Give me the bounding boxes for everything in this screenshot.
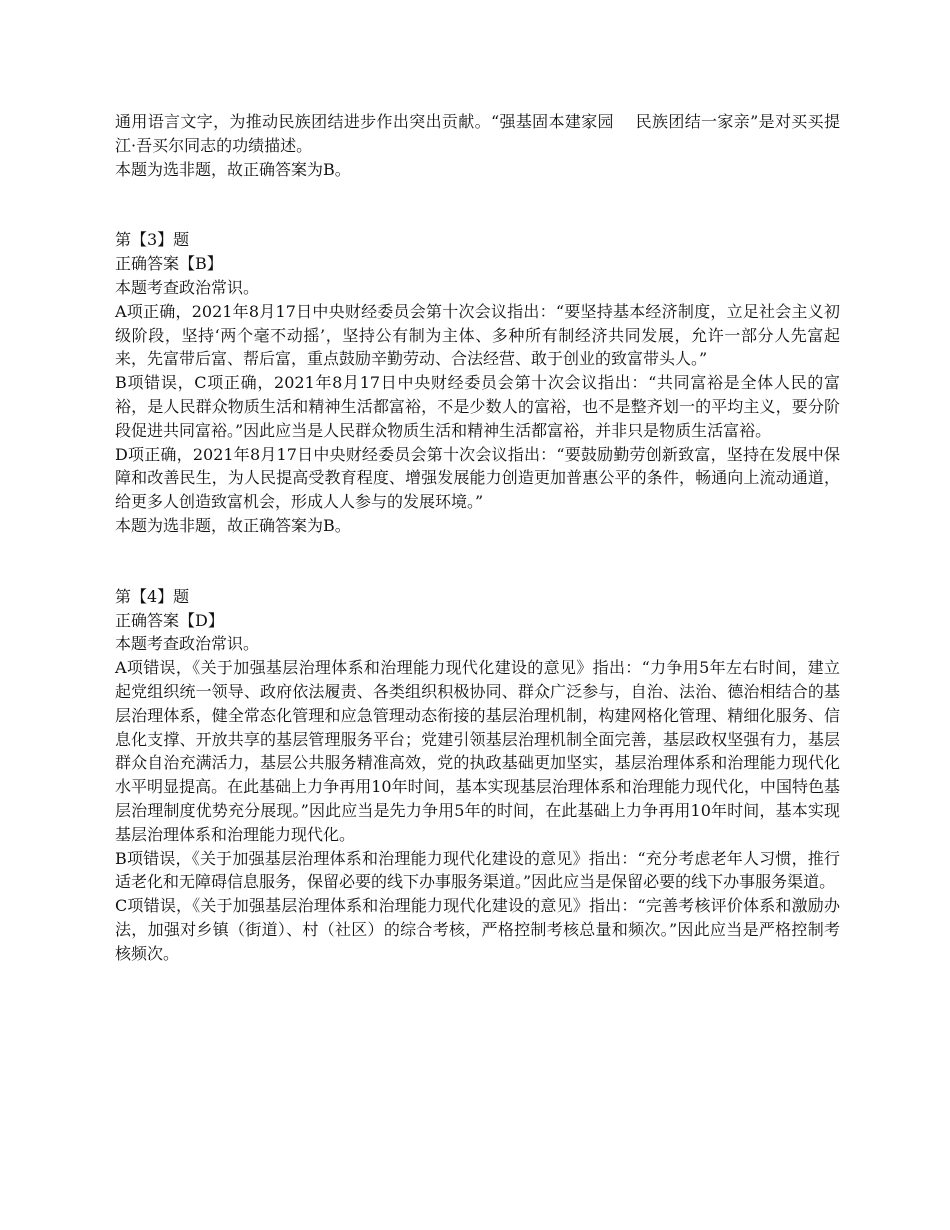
document-page — [115, 110, 840, 966]
question-3-option-d: D项正确，2021年8月17日中央财经委员会第十次会议指出：“要鼓励勤劳创新致富，坚持在发展中保障和改善民生，为人民提高受教育程度、增强发展能力创造更加普惠公平的条件，畅通向上流动通道，给更多人创造致富机会，形成人人参与的发展环境。” — [115, 444, 840, 512]
question-3-heading: 第【3】题 — [115, 230, 190, 250]
question-4-option-b: B项错误，《关于加强基层治理体系和治理能力现代化建设的意见》指出：“充分考虑老年人习惯，推行适老化和无障碍信息服务，保留必要的线下办事服务渠道。”因此应当是保留必要的线下办事服务渠道。 — [115, 848, 840, 892]
question-4-heading: 第【4】题 — [115, 586, 190, 606]
question-4-option-c: C项错误，《关于加强基层治理体系和治理能力现代化建设的意见》指出：“完善考核评价体系和激励办法，加强对乡镇（街道）、村（社区）的综合考核，严格控制考核总量和频次。”因此应当是严格控制考核频次。 — [115, 896, 840, 963]
question-3-topic: 本题考查政治常识。 — [115, 277, 260, 297]
question-3-option-a: A项正确，2021年8月17日中央财经委员会第十次会议指出：“要坚持基本经济制度，立足社会主义初级阶段，坚持‘两个毫不动摇’，坚持公有制为主体、多种所有制经济共同发展，允许一部分人先富起来，先富带后富、帮后富，重点鼓励辛勤劳动、合法经营、敢于创业的致富带头人。” — [115, 301, 840, 369]
intro-paragraph: 通用语言文字，为推动民族团结进步作出突出贡献。“强基固本建家园 民族团结一家亲”是对买买提江·吾买尔同志的功绩描述。 — [115, 112, 840, 155]
intro-conclusion: 本题为选非题，故正确答案为B。 — [115, 159, 351, 179]
question-4-section — [115, 585, 840, 966]
question-3-section — [115, 228, 840, 537]
question-4-answer: 正确答案【D】 — [115, 610, 224, 630]
question-4-topic: 本题考查政治常识。 — [115, 634, 260, 654]
question-3-answer: 正确答案【B】 — [115, 254, 223, 274]
question-3-conclusion: 本题为选非题，故正确答案为B。 — [115, 515, 351, 535]
question-3-option-bc: B项错误，C项正确，2021年8月17日中央财经委员会第十次会议指出：“共同富裕是全体人民的富裕，是人民群众物质生活和精神生活都富裕，不是少数人的富裕，也不是整齐划一的平均主义，要分阶段促进共同富裕。”因此应当是人民群众物质生活和精神生活都富裕，并非只是物质生活富裕。 — [115, 373, 840, 440]
section-gap — [115, 181, 840, 228]
section-gap — [115, 538, 840, 585]
question-4-option-a: A项错误，《关于加强基层治理体系和治理能力现代化建设的意见》指出：“力争用5年左右时间，建立起党组织统一领导、政府依法履责、各类组织积极协同、群众广泛参与，自治、法治、德治相结合的基层治理体系，健全常态化管理和应急管理动态衔接的基层治理机制，构建网格化管理、精细化服务、信息化支撑、开放共享的基层管理服务平台；党建引领基层治理机制全面完善，基层政权坚强有力，基层群众自治充满活力，基层公共服务精准高效，党的执政基础更加坚实，基层治理体系和治理能力现代化水平明显提高。在此基础上力争再用10年时间，基本实现基层治理体系和治理能力现代化，中国特色基层治理制度优势充分展现。”因此应当是先力争用5年的时间，在此基础上力争再用10年时间，基本实现基层治理体系和治理能力现代化。 — [115, 658, 840, 844]
